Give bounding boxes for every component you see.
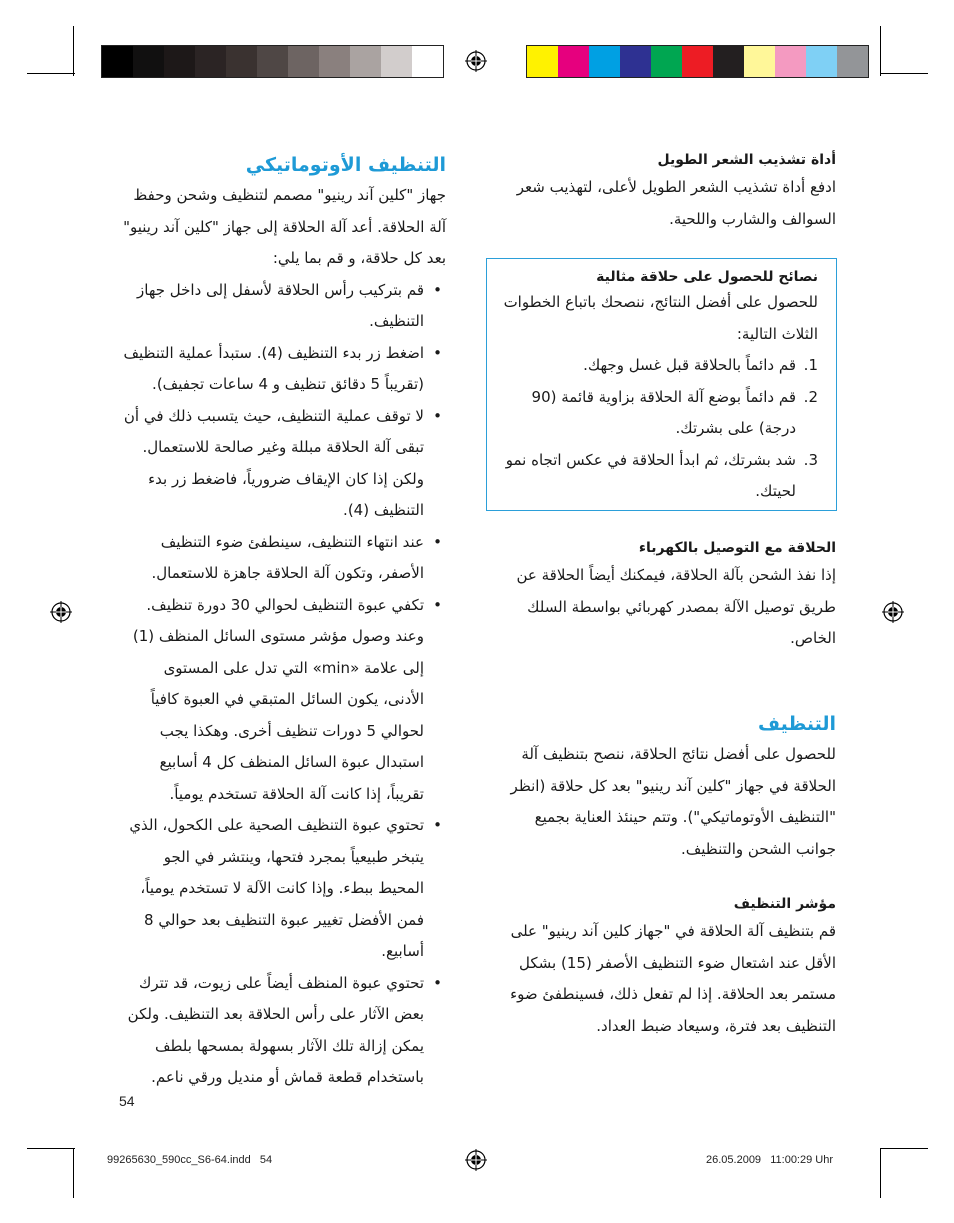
shaving-tips-steps xyxy=(503,350,818,508)
page-number: 54 xyxy=(119,1093,135,1109)
cleaning-title: التنظيف xyxy=(757,713,836,735)
color-swatch xyxy=(350,46,381,77)
shaving-tips-intro: للحصول على أفضل النتائج، ننصحك باتباع الخطوات الثلاث التالية: xyxy=(503,293,818,343)
color-swatch xyxy=(744,46,775,77)
color-swatch xyxy=(133,46,164,77)
step-text: قم دائماً بوضع آلة الحلاقة بزاوية قائمة (90 درجة) على بشرتك. xyxy=(531,387,796,437)
registration-mark-icon xyxy=(465,1149,487,1171)
list-item xyxy=(503,382,818,445)
color-swatch xyxy=(837,46,868,77)
color-swatch xyxy=(102,46,133,77)
step-text: قم دائماً بالحلاقة قبل غسل وجهك. xyxy=(583,356,796,374)
color-swatch xyxy=(381,46,412,77)
process-color-bar xyxy=(526,45,869,78)
trimmer-section xyxy=(497,152,836,235)
color-swatch xyxy=(558,46,589,77)
color-swatch xyxy=(713,46,744,77)
step-number: 3. xyxy=(803,450,818,469)
list-item: • اضغط زر بدء التنظيف (4). ستبدأ عملية التنظيف (تقريباً 5 دقائق تنظيف و 4 ساعات تجفيف). xyxy=(120,338,446,401)
registration-mark-icon xyxy=(465,50,487,72)
color-swatch xyxy=(319,46,350,77)
list-item xyxy=(503,350,818,382)
color-swatch xyxy=(651,46,682,77)
trimmer-text: ادفع أداة تشذيب الشعر الطويل لأعلى، لتهذيب شعر السوالف والشارب واللحية. xyxy=(516,178,836,228)
crop-mark xyxy=(27,73,75,74)
shaving-tips-title: نصائح للحصول على حلاقة مثالية xyxy=(596,269,818,285)
color-swatch xyxy=(288,46,319,77)
footer-file-info: 99265630_590cc_S6-64.indd 54 xyxy=(107,1154,273,1166)
step-number: 1. xyxy=(803,356,818,374)
crop-mark xyxy=(880,1148,928,1149)
crop-mark xyxy=(880,1148,881,1198)
automatic-cleaning-section xyxy=(120,154,446,1094)
color-swatch xyxy=(682,46,713,77)
trimmer-title: أداة تشذيب الشعر الطويل xyxy=(657,152,836,168)
color-swatch xyxy=(620,46,651,77)
step-text: شد بشرتك، ثم ابدأ الحلاقة في عكس اتجاه نمو لحيتك. xyxy=(505,450,796,500)
color-swatch xyxy=(589,46,620,77)
cleaning-indicator-text: قم بتنظيف آلة الحلاقة في "جهاز كلين آند رينيو" على الأقل عند اشتعال ضوء التنظيف الأصفر (15) بشكل مستمر بعد الحلاقة. إذا لم تفعل ذلك، فسينطفئ ضوء التنظيف بعد فترة، وسيعاد ضبط العداد. xyxy=(510,922,836,1035)
color-swatch xyxy=(257,46,288,77)
list-item: • تكفي عبوة التنظيف لحوالي 30 دورة تنظيف. وعند وصول مؤشر مستوى السائل المنظف (1) إلى علامة «min» التي تدل على المستوى الأدنى، يكون السائل المتبقي في العبوة كافياً لحوالي 5 دورات تنظيف أخرى. وهكذا يجب استبدال عبوة السائل المنظف كل 4 أسابيع تقريباً، إذا كانت آلة الحلاقة تستخدم يومياً. xyxy=(120,590,446,811)
grayscale-color-bar xyxy=(101,45,444,78)
mains-shaving-section xyxy=(497,540,836,655)
list-item: • لا توقف عملية التنظيف، حيث يتسبب ذلك في أن تبقى آلة الحلاقة مبللة وغير صالحة للاستعمال. ولكن إذا كان الإيقاف ضرورياً، فاضغط زر بدء التنظيف (4). xyxy=(120,401,446,527)
registration-mark-icon xyxy=(882,601,904,623)
crop-mark xyxy=(27,1148,75,1149)
automatic-cleaning-title: التنظيف الأوتوماتيكي xyxy=(245,154,446,176)
automatic-cleaning-intro: جهاز "كلين آند رينيو" مصمم لتنظيف وشحن وحفظ آلة الحلاقة. أعد آلة الحلاقة إلى جهاز "كلين آند رينيو" بعد كل حلاقة، و قم بما يلي: xyxy=(123,186,446,267)
color-swatch xyxy=(775,46,806,77)
list-item: • تحتوي عبوة التنظيف الصحية على الكحول، الذي يتبخر طبيعياً بمجرد فتحها، وينتشر في الجو المحيط ببطء. وإذا كانت الآلة لا تستخدم يومياً، فمن الأفضل تغيير عبوة التنظيف بعد حوالي 8 أسابيع. xyxy=(120,810,446,968)
color-swatch xyxy=(527,46,558,77)
step-number: 2. xyxy=(803,387,818,406)
color-swatch xyxy=(164,46,195,77)
list-item: • قم بتركيب رأس الحلاقة لأسفل إلى داخل جهاز التنظيف. xyxy=(120,275,446,338)
footer-timestamp: 26.05.2009 11:00:29 Uhr xyxy=(706,1154,834,1166)
color-swatch xyxy=(195,46,226,77)
list-item: • تحتوي عبوة المنظف أيضاً على زيوت، قد تترك بعض الآثار على رأس الحلاقة بعد التنظيف. ولكن يمكن إزالة تلك الآثار بسهولة بمسحها بلطف باستخدام قطعة قماش أو منديل ورقي ناعم. xyxy=(120,968,446,1094)
cleaning-indicator-section xyxy=(497,896,836,1042)
mains-shaving-text: إذا نفذ الشحن بآلة الحلاقة، فيمكنك أيضاً الحلاقة عن طريق توصيل الآلة بمصدر كهربائي بواسطة السلك الخاص. xyxy=(516,566,836,647)
registration-mark-icon xyxy=(50,601,72,623)
crop-mark xyxy=(73,1148,74,1198)
color-swatch xyxy=(226,46,257,77)
shaving-tips-box xyxy=(486,258,837,511)
crop-mark xyxy=(880,73,928,74)
color-swatch xyxy=(412,46,443,77)
mains-shaving-title: الحلاقة مع التوصيل بالكهرباء xyxy=(638,540,836,556)
list-item xyxy=(503,445,818,508)
cleaning-text: للحصول على أفضل نتائج الحلاقة، ننصح بتنظيف آلة الحلاقة في جهاز "كلين آند رينيو" بعد كل حلاقة (انظر "التنظيف الأوتوماتيكي"). وتتم حينئذ العناية بجميع جوانب الشحن والتنظيف. xyxy=(510,745,836,858)
color-swatch xyxy=(806,46,837,77)
cleaning-section xyxy=(497,713,836,865)
crop-mark xyxy=(880,26,881,76)
automatic-cleaning-bullets xyxy=(120,275,446,1094)
list-item: • عند انتهاء التنظيف، سينطفئ ضوء التنظيف الأصفر، وتكون آلة الحلاقة جاهزة للاستعمال. xyxy=(120,527,446,590)
crop-mark xyxy=(73,26,74,76)
cleaning-indicator-title: مؤشر التنظيف xyxy=(733,896,836,912)
